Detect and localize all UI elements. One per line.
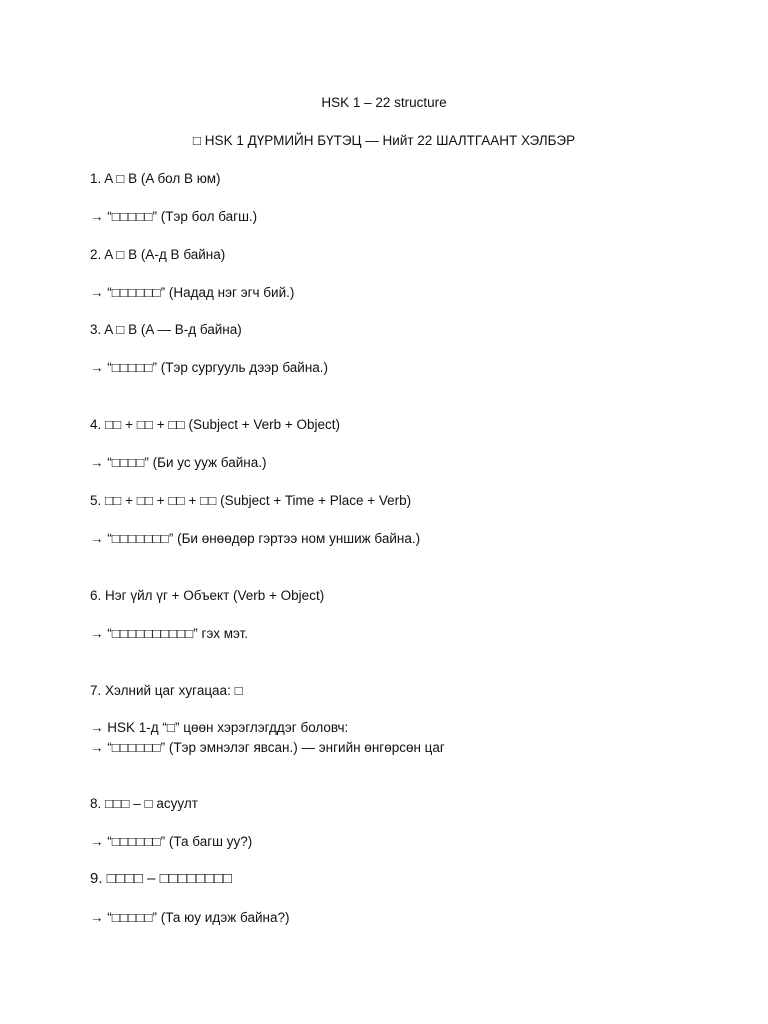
rule-2-example: → “□□□□□□” (Надад нэг эгч бий.) [90,285,295,300]
rule-8-example: → “□□□□□□” (Та багш уу?) [90,834,253,849]
rule-1-heading: 1. A □ B (A бол B юм) [90,171,221,186]
document-title: HSK 1 – 22 structure [321,95,447,110]
rule-3-heading: 3. A □ B (A — B-д байна) [90,322,242,337]
rule-9-heading: 9. □□□□ – □□□□□□□□ [90,870,233,887]
rule-3-example: → “□□□□□” (Тэр сургууль дээр байна.) [90,360,329,375]
rule-7-heading: 7. Хэлний цаг хугацаа: □ [90,683,243,698]
rule-4-example: → “□□□□” (Би ус ууж байна.) [90,455,267,470]
rule-7-example: → “□□□□□□” (Тэр эмнэлэг явсан.) — энгийн өнгөрсөн цаг [90,740,445,755]
rule-6-heading: 6. Нэг үйл үг + Объект (Verb + Object) [90,588,325,603]
document-subtitle: □ HSK 1 ДҮРМИЙН БҮТЭЦ — Нийт 22 ШАЛТГААНТ ХЭЛБЭР [192,133,576,148]
rule-1-example: → “□□□□□” (Тэр бол багш.) [90,209,258,224]
rule-9-example: → “□□□□□” (Та юу идэж байна?) [90,910,290,925]
rule-5-example: → “□□□□□□□” (Би өнөөдөр гэртээ ном уншиж байна.) [90,531,421,546]
rule-2-heading: 2. A □ B (A-д B байна) [90,247,226,262]
rule-6-example: → “□□□□□□□□□□” гэх мэт. [90,626,249,641]
rule-7-note: → HSK 1-д “□” цөөн хэрэглэгддэг боловч: [90,720,349,735]
rule-5-heading: 5. □□ + □□ + □□ + □□ (Subject + Time + Place + Verb) [90,493,412,508]
rule-4-heading: 4. □□ + □□ + □□ (Subject + Verb + Object) [90,417,341,432]
rule-8-heading: 8. □□□ – □ асуулт [90,796,198,811]
